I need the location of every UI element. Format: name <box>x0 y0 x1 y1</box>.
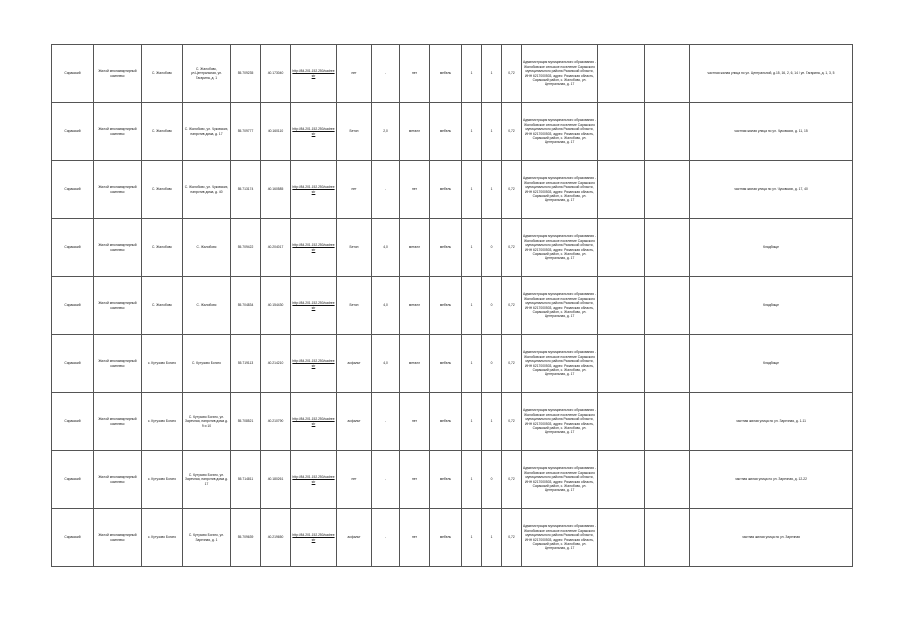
table-cell-col16 <box>598 219 645 277</box>
table-cell-col17 <box>645 45 690 103</box>
table-cell-col1: Саракский <box>52 277 94 335</box>
cadastre-link[interactable]: http://84.201.152.250/cadreestr <box>292 127 335 136</box>
table-cell-col17 <box>645 335 690 393</box>
table-cell-col15: Администрация муниципального образования - Жалобовское сельское поселение Саракского муниципального района Рязанской области, ИНН 6217000503, адрес: Рязанская область, Саракский район, с. Жалобово, ул. Центральная, д. 17 <box>522 451 598 509</box>
table-cell-col4: С. Кутузово Богато, ул. Заречная, напротив дома д. 17 <box>183 451 231 509</box>
table-cell-col7[interactable] <box>291 393 337 451</box>
table-cell-col7[interactable] <box>291 509 337 567</box>
table-cell-col16 <box>598 45 645 103</box>
table-cell-col8: нет <box>337 45 372 103</box>
table-row <box>52 219 853 277</box>
table-cell-col2: Жилой многоквартирный комплекс <box>94 393 142 451</box>
table-cell-col18: Кладбище <box>690 335 853 393</box>
cadastre-link[interactable]: http://84.201.152.250/cadreestr <box>292 243 335 252</box>
table-cell-col18: частная жилая улица по ул. Чуковских, д. 17, 40 <box>690 161 853 219</box>
table-cell-col1: Саракский <box>52 161 94 219</box>
table-cell-col10: нет <box>400 393 430 451</box>
table-cell-col17 <box>645 393 690 451</box>
table-cell-col6: 40.180261 <box>261 451 291 509</box>
table-cell-col12: 1 <box>462 393 482 451</box>
table-cell-col14: 0,72 <box>502 219 522 277</box>
table-cell-col16 <box>598 161 645 219</box>
table-cell-col10: нет <box>400 451 430 509</box>
table-cell-col16 <box>598 451 645 509</box>
table-row <box>52 45 853 103</box>
table-cell-col5: 55.713174 <box>231 161 261 219</box>
table-cell-col2: Жилой многоквартирный комплекс <box>94 161 142 219</box>
table-cell-col14: 0,72 <box>502 509 522 567</box>
cadastre-link[interactable]: http://84.201.152.250/cadreestr <box>292 475 335 484</box>
table-cell-col5: 55.709422 <box>231 219 261 277</box>
table-cell-col7[interactable] <box>291 219 337 277</box>
table-cell-col15: Администрация муниципального образования - Жалобовское сельское поселение Саракского муниципального района Рязанской области, ИНН 6217000503, адрес: Рязанская область, Саракский район, с. Жалобово, ул. Центральная, д. 17 <box>522 161 598 219</box>
table-cell-col6: 40.160110 <box>261 103 291 161</box>
table-cell-col17 <box>645 103 690 161</box>
table-cell-col12: 1 <box>462 45 482 103</box>
table-cell-col11: мебель <box>430 103 462 161</box>
table-cell-col3: С. Жалобовс <box>142 45 183 103</box>
table-cell-col9: 4,0 <box>372 335 400 393</box>
table-cell-col13: 1 <box>482 509 502 567</box>
table-cell-col6: 40.214210 <box>261 335 291 393</box>
table-cell-col11: мебель <box>430 393 462 451</box>
table-cell-col15: Администрация муниципального образования - Жалобовское сельское поселение Саракского муниципального района Рязанской области, ИНН 6217000503, адрес: Рязанская область, Саракский район, с. Жалобово, ул. Центральная, д. 17 <box>522 393 598 451</box>
table-cell-col1: Саракский <box>52 451 94 509</box>
table-cell-col12: 1 <box>462 161 482 219</box>
table-cell-col4: С. Жалобовс <box>183 219 231 277</box>
table-cell-col10: нет <box>400 161 430 219</box>
table-cell-col9: 4,0 <box>372 277 400 335</box>
table-cell-col3: С. Жалобовс <box>142 219 183 277</box>
table-cell-col6: 40.204017 <box>261 219 291 277</box>
table-cell-col5: 55.704834 <box>231 277 261 335</box>
table-cell-col6: 40.160585 <box>261 161 291 219</box>
table-cell-col17 <box>645 219 690 277</box>
table-cell-col17 <box>645 277 690 335</box>
table-cell-col14: 0,72 <box>502 335 522 393</box>
table-cell-col18: частная жилая улица по ул. Заречная, д. 1-11 <box>690 393 853 451</box>
table-cell-col8: нет <box>337 451 372 509</box>
table-cell-col16 <box>598 277 645 335</box>
table-cell-col7[interactable] <box>291 161 337 219</box>
table-cell-col8: Бетон <box>337 219 372 277</box>
table-cell-col18: частная жилая улица по ул. Центральной, д.15, 16, 2, 6, 14 / ул. Гагарина, д. 1, 3, 5 <box>690 45 853 103</box>
table-cell-col6: 40.210790 <box>261 393 291 451</box>
table-cell-col16 <box>598 509 645 567</box>
table-cell-col3: С. Жалобовс <box>142 161 183 219</box>
table-cell-col14: 0,72 <box>502 393 522 451</box>
table-cell-col5: 55.709639 <box>231 509 261 567</box>
table-row <box>52 393 853 451</box>
table-cell-col3: с. Кутузово Богато <box>142 509 183 567</box>
cadastre-link[interactable]: http://84.201.152.250/cadreestr <box>292 417 335 426</box>
table-cell-col18: частная жилая улица по ул. Заречная, д. 12-22 <box>690 451 853 509</box>
register-table <box>51 44 853 567</box>
table-cell-col16 <box>598 335 645 393</box>
table-cell-col8: асфальт <box>337 509 372 567</box>
table-cell-col5: 55.709235 <box>231 45 261 103</box>
table-cell-col9: - <box>372 451 400 509</box>
table-cell-col7[interactable] <box>291 277 337 335</box>
table-cell-col17 <box>645 509 690 567</box>
table-cell-col10: металл <box>400 277 430 335</box>
table-cell-col17 <box>645 161 690 219</box>
table-cell-col8: нет <box>337 161 372 219</box>
table-cell-col7[interactable] <box>291 335 337 393</box>
table-cell-col9: - <box>372 45 400 103</box>
table-cell-col13: 0 <box>482 277 502 335</box>
table-cell-col2: Жилой многоквартирный комплекс <box>94 451 142 509</box>
table-cell-col9: 4,0 <box>372 219 400 277</box>
table-cell-col4: С. Жалобовс <box>183 277 231 335</box>
table-cell-col17 <box>645 451 690 509</box>
table-row <box>52 277 853 335</box>
table-cell-col16 <box>598 393 645 451</box>
table-cell-col15: Администрация муниципального образования - Жалобовское сельское поселение Саракского муниципального района Рязанской области, ИНН 6217000503, адрес: Рязанская область, Саракский район, с. Жалобово, ул. Центральная, д. 17 <box>522 219 598 277</box>
table-row <box>52 335 853 393</box>
table-cell-col12: 1 <box>462 219 482 277</box>
table-cell-col13: 1 <box>482 45 502 103</box>
table-cell-col15: Администрация муниципального образования - Жалобовское сельское поселение Саракского муниципального района Рязанской области, ИНН 6217000503, адрес: Рязанская область, Саракский район, с. Жалобово, ул. Центральная, д. 17 <box>522 277 598 335</box>
table-cell-col11: мебель <box>430 451 462 509</box>
table-cell-col12: 1 <box>462 509 482 567</box>
table-cell-col6: 40.173040 <box>261 45 291 103</box>
table-cell-col13: 1 <box>482 103 502 161</box>
table-cell-col13: 1 <box>482 161 502 219</box>
table-cell-col13: 1 <box>482 393 502 451</box>
table-cell-col3: С. Жалобовс <box>142 103 183 161</box>
table-cell-col14: 0,72 <box>502 451 522 509</box>
table-cell-col10: металл <box>400 219 430 277</box>
table-cell-col18: частная жилая улица по ул. Чуковских, д. 11, 15 <box>690 103 853 161</box>
table-cell-col8: асфальт <box>337 393 372 451</box>
table-cell-col2: Жилой многоквартирный комплекс <box>94 219 142 277</box>
table-cell-col8: Бетон <box>337 103 372 161</box>
table-cell-col6: 40.154430 <box>261 277 291 335</box>
table-cell-col1: Саракский <box>52 219 94 277</box>
table-cell-col12: 1 <box>462 451 482 509</box>
table-cell-col7[interactable] <box>291 103 337 161</box>
table-cell-col4: С. Кутузово Богато, ул. Заречная, напротив дома д. 9 и 10 <box>183 393 231 451</box>
table-cell-col7[interactable] <box>291 45 337 103</box>
table-cell-col2: Жилой многоквартирный комплекс <box>94 103 142 161</box>
table-cell-col11: мебель <box>430 509 462 567</box>
table-cell-col15: Администрация муниципального образования - Жалобовское сельское поселение Саракского муниципального района Рязанской области, ИНН 6217000503, адрес: Рязанская область, Саракский район, с. Жалобово, ул. Центральная, д. 17 <box>522 45 598 103</box>
table-cell-col10: нет <box>400 45 430 103</box>
table-cell-col12: 1 <box>462 103 482 161</box>
table-cell-col11: мебель <box>430 219 462 277</box>
table-cell-col3: С. Жалобовс <box>142 277 183 335</box>
table-cell-col11: мебель <box>430 161 462 219</box>
cadastre-link[interactable]: http://84.201.152.250/cadreestr <box>292 69 335 78</box>
table-cell-col1: Саракский <box>52 45 94 103</box>
table-cell-col5: 55.714811 <box>231 451 261 509</box>
table-cell-col14: 0,72 <box>502 161 522 219</box>
table-cell-col18: Кладбище <box>690 219 853 277</box>
table-cell-col2: Жилой многоквартирный комплекс <box>94 277 142 335</box>
table-cell-col3: с. Кутузово Богато <box>142 335 183 393</box>
table-cell-col9: 2,0 <box>372 103 400 161</box>
table-row <box>52 161 853 219</box>
table-cell-col14: 0,72 <box>502 45 522 103</box>
table-cell-col18: Кладбище <box>690 277 853 335</box>
table-cell-col7[interactable] <box>291 451 337 509</box>
table-cell-col2: Жилой многоквартирный комплекс <box>94 45 142 103</box>
cadastre-link[interactable]: http://84.201.152.250/cadreestr <box>292 301 335 310</box>
table-cell-col1: Саракский <box>52 335 94 393</box>
table-cell-col18: частная жилая улица по ул. Заречная <box>690 509 853 567</box>
table-row <box>52 103 853 161</box>
table-cell-col11: мебель <box>430 277 462 335</box>
table-cell-col13: 0 <box>482 219 502 277</box>
table-cell-col12: 1 <box>462 335 482 393</box>
table-cell-col10: металл <box>400 335 430 393</box>
table-cell-col8: Бетон <box>337 277 372 335</box>
table-cell-col9: - <box>372 393 400 451</box>
table-cell-col8: асфальт <box>337 335 372 393</box>
table-cell-col13: 0 <box>482 335 502 393</box>
table-cell-col14: 0,72 <box>502 103 522 161</box>
table-cell-col1: Саракский <box>52 393 94 451</box>
table-cell-col11: мебель <box>430 45 462 103</box>
table-cell-col1: Саракский <box>52 103 94 161</box>
table-cell-col4: С. Жалобовс, ул. Чуковских, напротив дома, д. 17 <box>183 103 231 161</box>
table-cell-col6: 40.219650 <box>261 509 291 567</box>
table-cell-col15: Администрация муниципального образования - Жалобовское сельское поселение Саракского муниципального района Рязанской области, ИНН 6217000503, адрес: Рязанская область, Саракский район, с. Жалобово, ул. Центральная, д. 17 <box>522 509 598 567</box>
table-cell-col15: Администрация муниципального образования - Жалобовское сельское поселение Саракского муниципального района Рязанской области, ИНН 6217000503, адрес: Рязанская область, Саракский район, с. Жалобово, ул. Центральная, д. 17 <box>522 335 598 393</box>
table-cell-col5: 55.708521 <box>231 393 261 451</box>
table-row <box>52 451 853 509</box>
table-cell-col13: 0 <box>482 451 502 509</box>
table-cell-col9: - <box>372 161 400 219</box>
table-cell-col11: мебель <box>430 335 462 393</box>
table-cell-col5: 55.709777 <box>231 103 261 161</box>
table-cell-col4: С. Кутузово Богато, ул. Заречная, д. 1 <box>183 509 231 567</box>
cadastre-link[interactable]: http://84.201.152.250/cadreestr <box>292 359 335 368</box>
table-cell-col4: С. Жалобовс, ул. Чуковских, напротив дома, д. 40 <box>183 161 231 219</box>
table-cell-col5: 55.719113 <box>231 335 261 393</box>
table-cell-col2: Жилой многоквартирный комплекс <box>94 335 142 393</box>
table-row <box>52 509 853 567</box>
table-cell-col3: с. Кутузово Богато <box>142 451 183 509</box>
table-cell-col10: металл <box>400 103 430 161</box>
cadastre-link[interactable]: http://84.201.152.250/cadreestr <box>292 533 335 542</box>
table-cell-col10: нет <box>400 509 430 567</box>
table-cell-col4: С. Кутузово Богато <box>183 335 231 393</box>
cadastre-link[interactable]: http://84.201.152.250/cadreestr <box>292 185 335 194</box>
table-cell-col12: 1 <box>462 277 482 335</box>
table-cell-col1: Саракский <box>52 509 94 567</box>
table-cell-col14: 0,72 <box>502 277 522 335</box>
table-cell-col2: Жилой многоквартирный комплекс <box>94 509 142 567</box>
table-cell-col4: С. Жалобовс, ул.Центральная, ул. Гагарина, д. 1 <box>183 45 231 103</box>
table-cell-col3: с. Кутузово Богато <box>142 393 183 451</box>
table-cell-col15: Администрация муниципального образования - Жалобовское сельское поселение Саракского муниципального района Рязанской области, ИНН 6217000503, адрес: Рязанская область, Саракский район, с. Жалобово, ул. Центральная, д. 17 <box>522 103 598 161</box>
table-cell-col16 <box>598 103 645 161</box>
table-cell-col9: - <box>372 509 400 567</box>
